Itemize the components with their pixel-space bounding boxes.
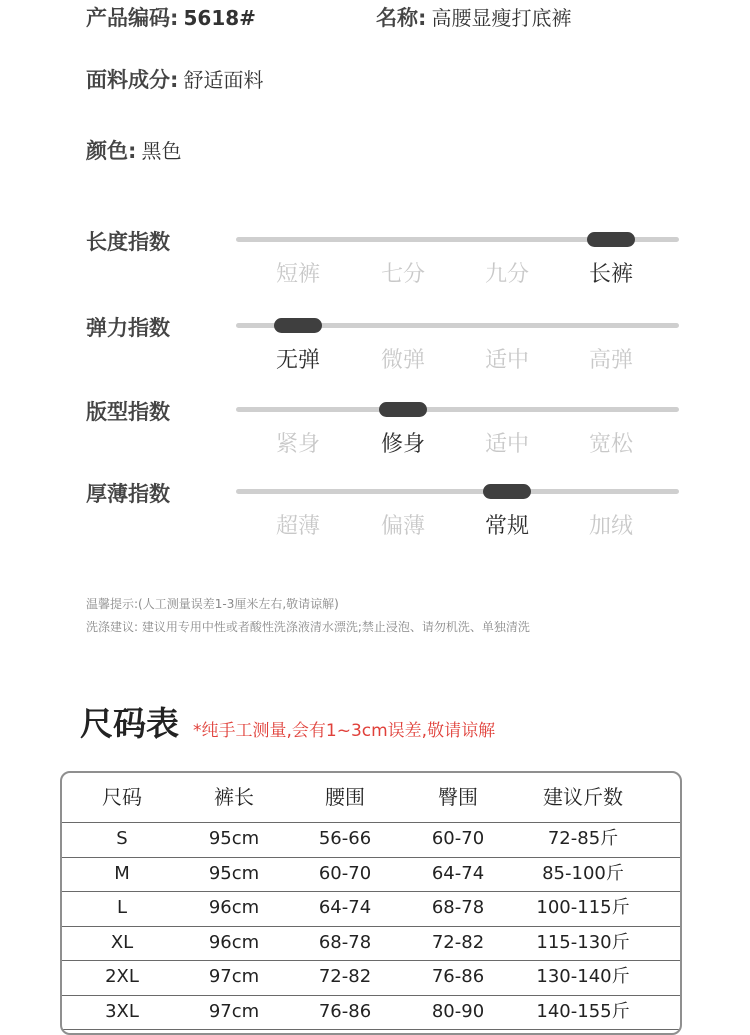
table-cell: 80-90 xyxy=(431,1000,485,1022)
table-cell: 96cm xyxy=(208,897,260,918)
table-cell: 68-78 xyxy=(318,931,372,953)
fit-index-title: 版型指数 xyxy=(86,400,170,424)
elasticity-option-2: 微弹 xyxy=(380,348,425,373)
thickness-option-1: 超薄 xyxy=(275,514,320,539)
product-code-value: 5618# xyxy=(183,6,256,30)
table-header-cell: 臀围 xyxy=(438,785,478,809)
color-value: 黑色 xyxy=(141,139,182,163)
size-chart-title: 尺码表 xyxy=(80,704,179,743)
table-header-cell: 裤长 xyxy=(214,785,254,809)
size-chart-note: *纯手工测量,会有1~3cm误差,敬请谅解 xyxy=(193,721,496,741)
table-cell: 96cm xyxy=(208,931,260,953)
table-cell: 95cm xyxy=(208,828,260,849)
product-name-value: 高腰显瘦打底裤 xyxy=(431,6,572,30)
fit-index-knob xyxy=(379,402,427,417)
product-name xyxy=(376,2,572,32)
thickness-index-knob xyxy=(483,484,531,499)
table-row xyxy=(62,960,680,996)
table-row xyxy=(62,822,680,858)
elasticity-index-knob xyxy=(274,318,322,333)
thickness-index-title: 厚薄指数 xyxy=(86,482,170,506)
table-row xyxy=(62,857,680,893)
table-cell: 3XL xyxy=(105,1000,139,1022)
length-option-2: 七分 xyxy=(380,262,425,287)
table-cell: 140-155斤 xyxy=(536,1000,630,1022)
length-option-1: 短裤 xyxy=(275,262,320,287)
fit-option-2: 修身 xyxy=(380,432,425,457)
table-header-cell: 腰围 xyxy=(325,785,365,809)
length-option-3: 九分 xyxy=(484,262,529,287)
elasticity-option-3: 适中 xyxy=(484,348,529,373)
fabric-info xyxy=(86,64,264,94)
color-info xyxy=(86,135,182,165)
table-cell: 64-74 xyxy=(318,897,372,918)
size-table xyxy=(60,771,682,1035)
table-cell: 60-70 xyxy=(431,828,485,849)
table-cell: M xyxy=(114,862,130,884)
measurement-tip: 温馨提示:(人工测量误差1-3厘米左右,敬请谅解) xyxy=(86,597,339,611)
fit-option-4: 宽松 xyxy=(588,432,633,457)
table-cell: 95cm xyxy=(208,862,260,884)
thickness-option-4: 加绒 xyxy=(588,514,633,539)
table-header-row xyxy=(62,773,680,823)
fit-index-track xyxy=(236,407,679,412)
table-cell: 76-86 xyxy=(318,1000,372,1022)
table-cell: 115-130斤 xyxy=(536,931,630,953)
length-index-knob xyxy=(587,232,635,247)
product-code xyxy=(86,2,256,32)
table-cell: S xyxy=(116,828,128,849)
table-cell: 85-100斤 xyxy=(542,862,624,884)
elasticity-option-1: 无弹 xyxy=(275,348,320,373)
table-cell: 72-82 xyxy=(431,931,485,953)
table-cell: 68-78 xyxy=(431,897,485,918)
fit-option-1: 紧身 xyxy=(275,432,320,457)
table-header-cell: 建议斤数 xyxy=(543,785,623,809)
fit-option-3: 适中 xyxy=(484,432,529,457)
table-row xyxy=(62,995,680,1031)
length-option-4: 长裤 xyxy=(588,262,633,287)
table-cell: 76-86 xyxy=(431,966,485,987)
elasticity-option-4: 高弹 xyxy=(588,348,633,373)
table-cell: 60-70 xyxy=(318,862,372,884)
thickness-index-track xyxy=(236,489,679,494)
washing-advice: 洗涤建议: 建议用专用中性或者酸性洗涤液清水漂洗;禁止浸泡、请勿机洗、单独清洗 xyxy=(86,620,530,634)
thickness-option-3: 常规 xyxy=(484,514,529,539)
product-name-label: 名称: xyxy=(376,6,427,30)
table-cell: 56-66 xyxy=(318,828,372,849)
fabric-value: 舒适面料 xyxy=(183,68,264,92)
table-row xyxy=(62,926,680,962)
table-cell: 97cm xyxy=(208,1000,260,1022)
product-code-label: 产品编码: xyxy=(86,6,179,30)
table-cell: 2XL xyxy=(105,966,139,987)
table-cell: 130-140斤 xyxy=(536,966,630,987)
table-row xyxy=(62,891,680,927)
table-cell: 72-85斤 xyxy=(547,828,619,849)
table-cell: 72-82 xyxy=(318,966,372,987)
table-cell: 64-74 xyxy=(431,862,485,884)
table-cell: 100-115斤 xyxy=(536,897,630,918)
table-header-cell: 尺码 xyxy=(102,785,142,809)
fabric-label: 面料成分: xyxy=(86,68,179,92)
table-cell: 97cm xyxy=(208,966,260,987)
length-index-title: 长度指数 xyxy=(86,230,170,254)
thickness-option-2: 偏薄 xyxy=(380,514,425,539)
table-cell: L xyxy=(116,897,128,918)
color-label: 颜色: xyxy=(86,139,137,163)
elasticity-index-title: 弹力指数 xyxy=(86,316,170,340)
table-cell: XL xyxy=(110,931,134,953)
